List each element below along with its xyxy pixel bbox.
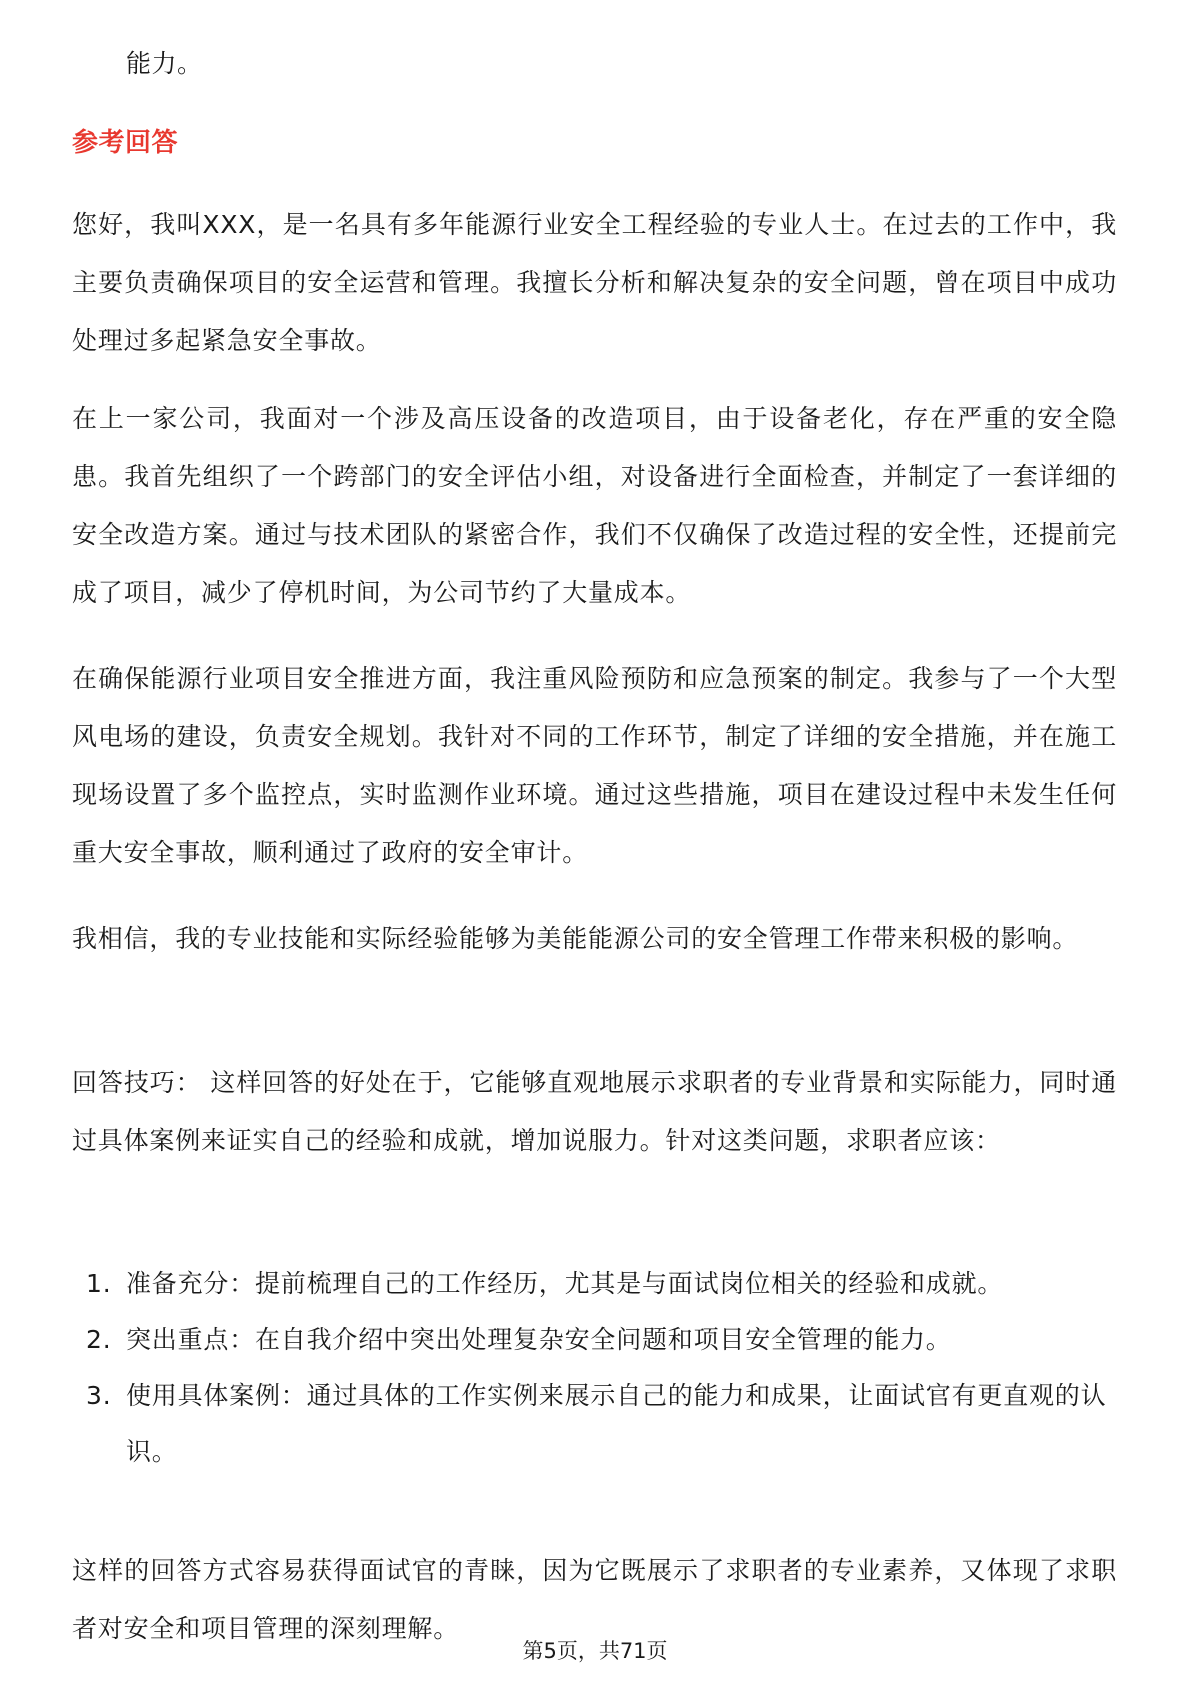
list-item — [72, 1368, 1117, 1480]
list-item-text: 突出重点：在自我介绍中突出处理复杂安全问题和项目安全管理的能力。 — [126, 1325, 952, 1354]
section-heading: 参考回答 — [72, 128, 179, 158]
paragraph-previous-company: 在上一家公司，我面对一个涉及高压设备的改造项目，由于设备老化，存在严重的安全隐患。我首先组织了一个跨部门的安全评估小组，对设备进行全面检查，并制定了一套详细的安全改造方案。通过与技术团队的紧密合作，我们不仅确保了改造过程的安全性，还提前完成了项目，减少了停机时间，为公司节约了大量成本。 — [72, 404, 1117, 607]
page-footer: 第5页，共71页 — [522, 1639, 668, 1663]
list-item-text: 使用具体案例：通过具体的工作实例来展示自己的能力和成果，让面试官有更直观的认识。 — [126, 1381, 1107, 1466]
paragraph-intro: 您好，我叫XXX，是一名具有多年能源行业安全工程经验的专业人士。在过去的工作中，我主要负责确保项目的安全运营和管理。我擅长分析和解决复杂的安全问题，曾在项目中成功处理过多起紧急安全事故。 — [72, 210, 1117, 355]
paragraph-belief: 我相信，我的专业技能和实际经验能够为美能能源公司的安全管理工作带来积极的影响。 — [72, 924, 1079, 953]
list-item-number: 3. — [86, 1381, 112, 1410]
list-item — [72, 1256, 1117, 1312]
paragraph-tips-intro: 回答技巧： 这样回答的好处在于，它能够直观地展示求职者的专业背景和实际能力，同时通过具体案例来证实自己的经验和成就，增加说服力。针对这类问题，求职者应该： — [72, 1068, 1117, 1155]
paragraph-conclusion: 这样的回答方式容易获得面试官的青睐，因为它既展示了求职者的专业素养，又体现了求职者对安全和项目管理的深刻理解。 — [72, 1556, 1117, 1643]
tips-list — [72, 1256, 1117, 1480]
paragraph-wind-farm: 在确保能源行业项目安全推进方面，我注重风险预防和应急预案的制定。我参与了一个大型风电场的建设，负责安全规划。我针对不同的工作环节，制定了详细的安全措施，并在施工现场设置了多个监控点，实时监测作业环境。通过这些措施，项目在建设过程中未发生任何重大安全事故，顺利通过了政府的安全审计。 — [72, 664, 1117, 867]
list-item-number: 2. — [86, 1325, 112, 1354]
list-item-number: 1. — [86, 1269, 112, 1298]
list-item — [72, 1312, 1117, 1368]
continuation-line: 能力。 — [126, 49, 203, 78]
list-item-text: 准备充分：提前梳理自己的工作经历，尤其是与面试岗位相关的经验和成就。 — [126, 1269, 1004, 1298]
